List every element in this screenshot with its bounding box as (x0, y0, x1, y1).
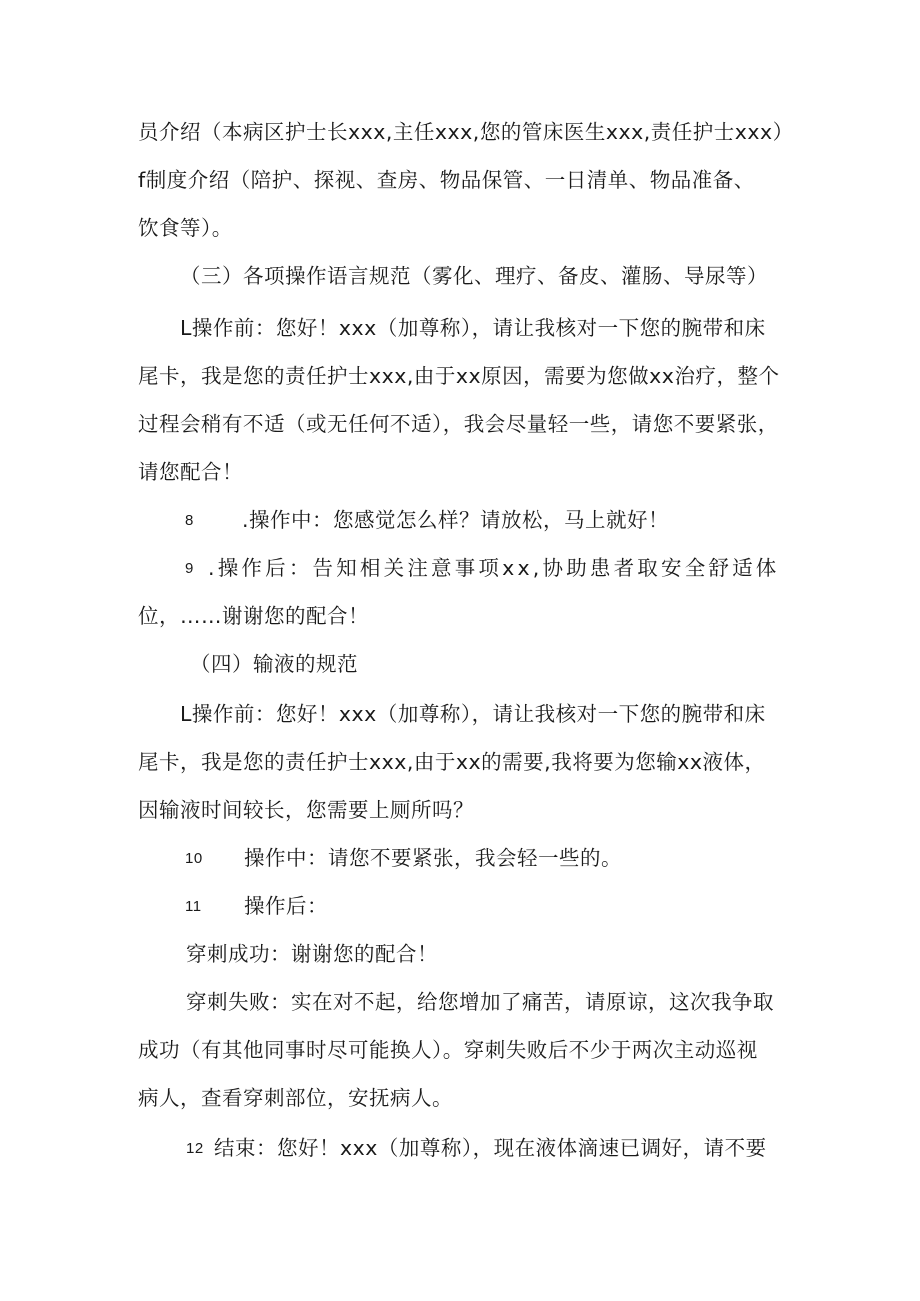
line-text: L操作前：您好！xxx（加尊称），请让我核对一下您的腕带和床 (180, 316, 766, 340)
line-text: 尾卡，我是您的责任护士xxx,由于xx的需要,我将要为您输xx液体， (138, 750, 766, 774)
numbered-line (186, 1134, 204, 1163)
paragraph-line (138, 1084, 453, 1112)
list-number: 10 (185, 850, 203, 867)
numbered-line (185, 554, 194, 583)
paragraph-line (208, 554, 780, 582)
line-text: 过程会稍有不适（或无任何不适），我会尽量轻一些，请您不要紧张， (138, 412, 779, 436)
paragraph-line (138, 362, 779, 390)
line-text: 因输液时间较长，您需要上厕所吗？ (138, 798, 474, 822)
line-text: 穿刺失败：实在对不起，给您增加了痛苦，请原谅，这次我争取 (186, 990, 774, 1014)
line-text: 结束：您好！xxx（加尊称），现在液体滴速已调好，请不要 (214, 1136, 767, 1160)
list-number: 8 (185, 512, 194, 529)
paragraph-line (138, 214, 233, 242)
line-text: 员介绍（本病区护士长xxx,主任xxx,您的管床医生xxx,责任护士xxx） (138, 120, 794, 144)
line-text: L操作前：您好！xxx（加尊称），请让我核对一下您的腕带和床 (180, 702, 766, 726)
line-text: 请您配合！ (138, 460, 243, 484)
paragraph-line (138, 602, 369, 630)
line-text: f制度介绍（陪护、探视、查房、物品保管、一日清单、物品准备、 (138, 168, 755, 192)
paragraph-line (138, 118, 798, 146)
paragraph-line (180, 700, 766, 728)
line-text: （三）各项操作语言规范（雾化、理疗、备皮、灌肠、导尿等） (180, 264, 768, 288)
paragraph-line (186, 940, 438, 968)
paragraph-line (180, 314, 766, 342)
paragraph-line (138, 458, 243, 486)
numbered-line (185, 506, 194, 535)
paragraph-line (138, 796, 474, 824)
paragraph-line (242, 506, 669, 534)
numbered-line (185, 844, 203, 873)
line-text: 穿刺成功：谢谢您的配合！ (186, 942, 438, 966)
paragraph-line (244, 892, 328, 920)
numbered-line (185, 892, 202, 921)
section-heading (180, 262, 768, 290)
paragraph-line (138, 166, 798, 194)
list-number: 11 (185, 898, 202, 915)
paragraph-line (138, 1036, 758, 1064)
line-text: 位，……谢谢您的配合！ (138, 604, 369, 628)
line-text: （四）输液的规范 (190, 652, 358, 676)
line-text: 操作中：请您不要紧张，我会轻一些的。 (244, 846, 622, 870)
line-text: 尾卡，我是您的责任护士xxx,由于xx原因，需要为您做xx治疗，整个 (138, 364, 780, 388)
line-text: .操作后：告知相关注意事项xx,协助患者取安全舒适体 (208, 556, 780, 580)
list-number: 9 (185, 560, 194, 577)
paragraph-line (214, 1134, 767, 1162)
list-number: 12 (186, 1140, 204, 1157)
paragraph-line (244, 844, 622, 872)
paragraph-line (138, 748, 765, 776)
paragraph-line (138, 410, 779, 438)
line-text: 成功（有其他同事时尽可能换人）。穿刺失败后不少于两次主动巡视 (138, 1038, 758, 1062)
section-heading (190, 650, 358, 678)
line-text: 操作后： (244, 894, 328, 918)
line-text: 病人，查看穿刺部位，安抚病人。 (138, 1086, 453, 1110)
line-text: 饮食等）。 (138, 216, 233, 240)
paragraph-line (186, 988, 774, 1016)
line-text: .操作中：您感觉怎么样？请放松，马上就好！ (242, 508, 670, 532)
